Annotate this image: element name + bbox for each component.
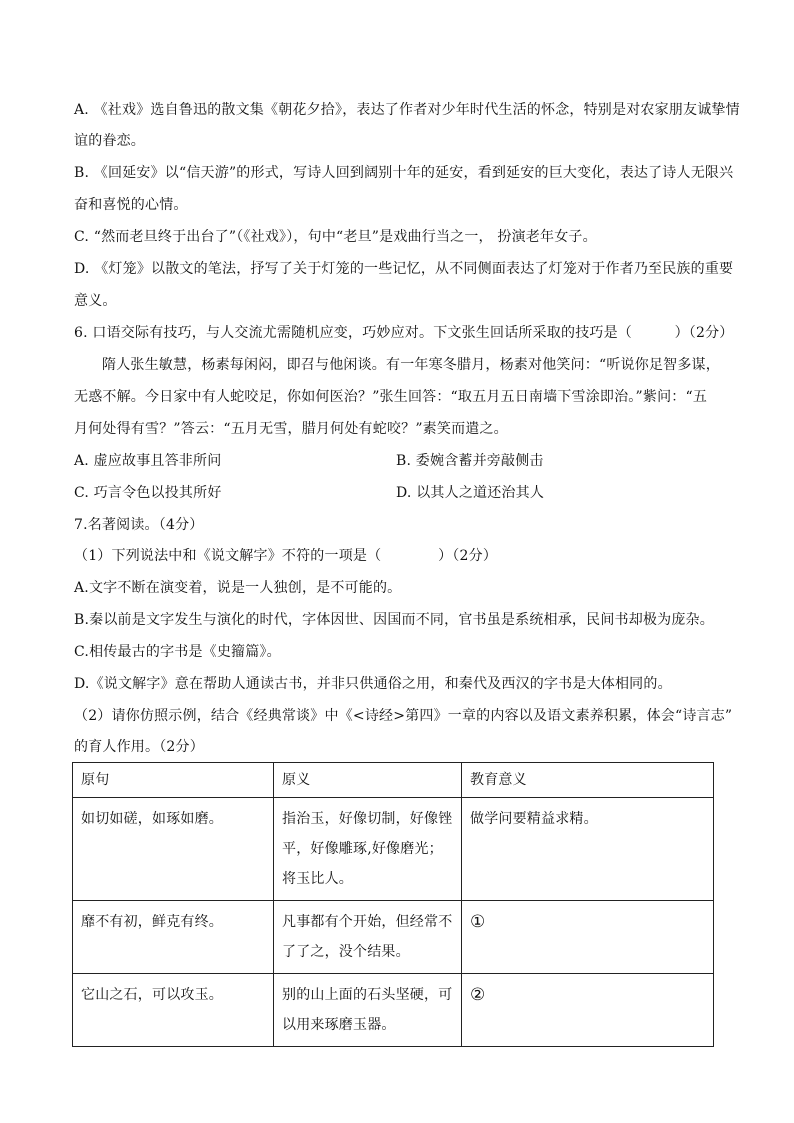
q7-sub2-stem-line2: 的育人作用。（2分） <box>74 739 204 755</box>
q6-option-b: B. 委婉含蓄并旁敲侧击 <box>396 453 544 469</box>
cell-meaning: 别的山上面的石头坚硬，可以用来琢磨玉器。 <box>274 974 462 1047</box>
q5-option-c: C. “然而老旦终于出台了”（《社戏》），句中“老旦”是戏曲行当之一， 扮演老年女子。 <box>74 229 597 245</box>
table-row <box>73 901 714 974</box>
poetry-table <box>72 762 714 1047</box>
q5-option-a-line1: A. 《社戏》选自鲁迅的散文集《朝花夕拾》，表达了作者对少年时代生活的怀念，特别是对农家朋友诚挚情 <box>74 102 740 118</box>
table-row <box>73 798 714 901</box>
cell-education: 做学问要精益求精。 <box>462 798 714 901</box>
q7-stem: 7.名著阅读。（4分） <box>74 517 204 533</box>
q5-option-d-line2: 意义。 <box>74 293 117 309</box>
q6-option-c: C. 巧言令色以投其所好 <box>74 485 222 501</box>
cell-original: 它山之石，可以攻玉。 <box>73 974 274 1047</box>
header-meaning: 原义 <box>274 763 462 798</box>
q6-option-a: A. 虚应故事且答非所问 <box>74 453 222 469</box>
q7-sub1-option-a: A.文字不断在演变着，说是一人独创，是不可能的。 <box>74 580 402 596</box>
cell-original: 靡不有初，鲜克有终。 <box>73 901 274 974</box>
q6-option-d: D. 以其人之道还治其人 <box>396 485 545 501</box>
q6-passage-line1: 隋人张生敏慧，杨素每闲闷，即召与他闲谈。有一年寒冬腊月，杨素对他笑问：“听说你足智多谋， <box>102 357 720 373</box>
cell-meaning: 指治玉，好像切制，好像锉平，好像雕琢,好像磨光；将玉比人。 <box>274 798 462 901</box>
q7-sub1-option-c: C.相传最古的字书是《史籀篇》。 <box>74 644 281 660</box>
table-row <box>73 974 714 1047</box>
header-education: 教育意义 <box>462 763 714 798</box>
q6-passage-line3: 月何处得有雪？”答云：“五月无雪，腊月何处有蛇咬？”素笑而遣之。 <box>74 421 508 437</box>
q7-sub1-stem: （1）下列说法中和《说文解字》不符的一项是（ ）（2分） <box>74 548 498 564</box>
q5-option-a-line2: 谊的眷恋。 <box>74 133 145 149</box>
q5-option-d-line1: D. 《灯笼》以散文的笔法，抒写了关于灯笼的一些记忆，从不同侧面表达了灯笼对于作者乃至民族的重要 <box>74 261 734 277</box>
header-original: 原句 <box>73 763 274 798</box>
cell-meaning: 凡事都有个开始，但经常不了了之，没个结果。 <box>274 901 462 974</box>
answer-blank-1[interactable]: ① <box>462 901 714 974</box>
table-header-row <box>73 763 714 798</box>
answer-blank-2[interactable]: ② <box>462 974 714 1047</box>
q5-option-b-line2: 奋和喜悦的心情。 <box>74 197 188 213</box>
cell-original: 如切如磋，如琢如磨。 <box>73 798 274 901</box>
q7-sub1-option-b: B.秦以前是文字发生与演化的时代，字体因世、因国而不同，官书虽是系统相承，民间书却极为庞杂。 <box>74 612 714 628</box>
q5-option-b-line1: B. 《回延安》以“信天游”的形式，写诗人回到阔别十年的延安，看到延安的巨大变化，表达了诗人无限兴 <box>74 165 734 181</box>
q7-sub1-option-d: D.《说文解字》意在帮助人通读古书，并非只供通俗之用，和秦代及西汉的字书是大体相同的。 <box>74 676 672 692</box>
q7-sub2-stem-line1: （2）请你仿照示例，结合《经典常谈》中《<诗经>第四》一章的内容以及语文素养积累，体会“诗言志” <box>74 708 733 724</box>
q6-stem: 6. 口语交际有技巧，与人交流尤需随机应变，巧妙应对。下文张生回话所采取的技巧是（ ）（2分） <box>74 325 734 341</box>
q6-passage-line2: 无惑不解。今日家中有人蛇咬足，你如何医治？”张生回答：“取五月五日南墙下雪涂即治。”紫问：“五 <box>74 389 708 405</box>
